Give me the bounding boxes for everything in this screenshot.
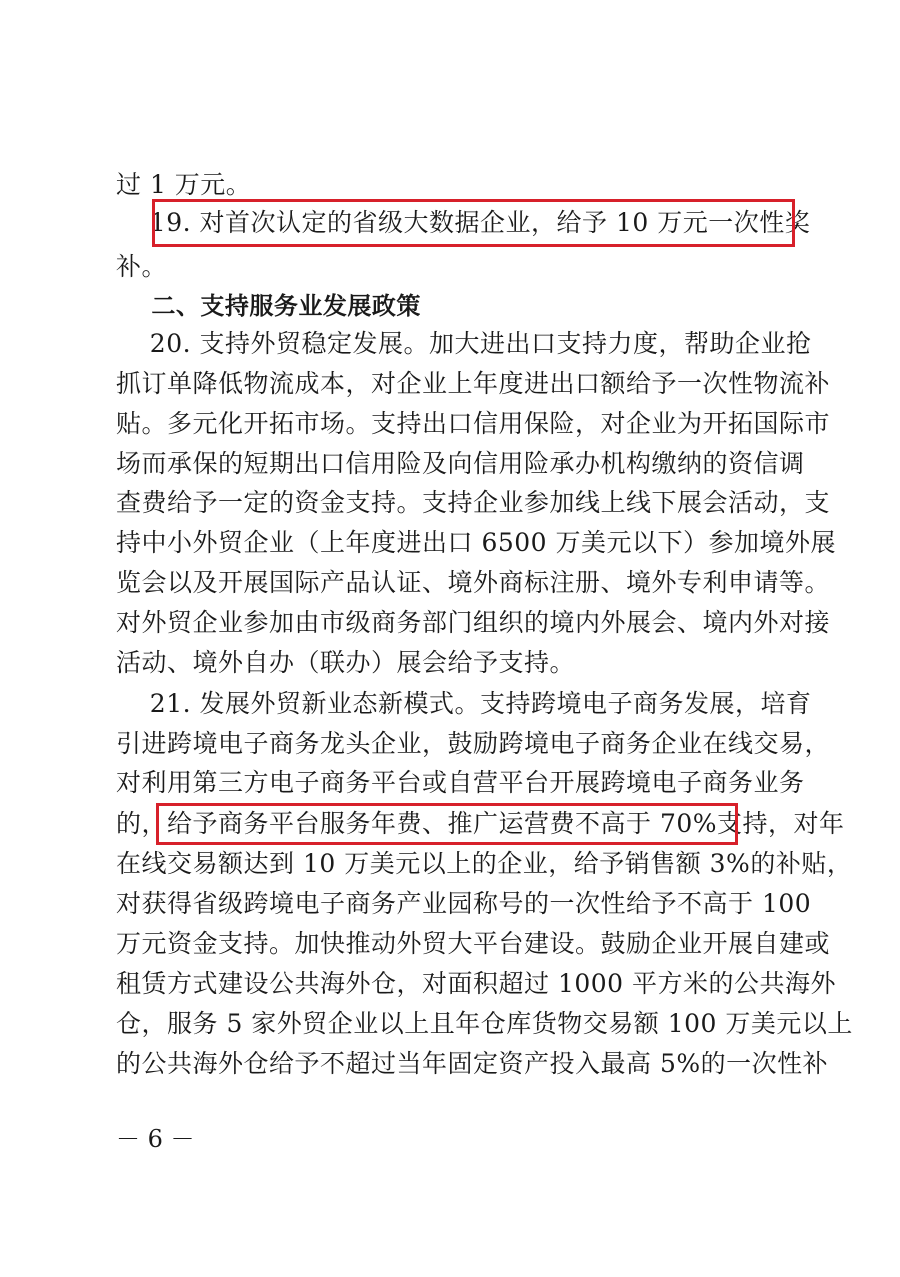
text-line: 活动、境外自办（联办）展会给予支持。 [116, 648, 576, 677]
text-line: 引进跨境电子商务龙头企业，鼓励跨境电子商务企业在线交易， [116, 729, 831, 758]
text-line: 的，给予商务平台服务年费、推广运营费不高于 70%支持，对年 [116, 809, 845, 838]
text-line: 过 1 万元。 [116, 170, 252, 199]
text-line: 抓订单降低物流成本，对企业上年度进出口额给予一次性物流补 [116, 369, 831, 398]
text-line: 在线交易额达到 10 万美元以上的企业，给予销售额 3%的补贴， [116, 849, 853, 878]
text-line: 补。 [116, 252, 168, 281]
text-line: 持中小外贸企业（上年度进出口 6500 万美元以下）参加境外展 [116, 528, 837, 557]
page-number: － 6 － [116, 1125, 195, 1153]
text-line: 场而承保的短期出口信用险及向信用险承办机构缴纳的资信调 [116, 449, 805, 478]
text-line: 贴。多元化开拓市场。支持出口信用保险，对企业为开拓国际市 [116, 409, 831, 438]
text-line: 仓，服务 5 家外贸企业以上且年仓库货物交易额 100 万美元以上 [116, 1009, 853, 1038]
text-line: 的公共海外仓给予不超过当年固定资产投入最高 5%的一次性补 [116, 1049, 829, 1078]
text-line: 查费给予一定的资金支持。支持企业参加线上线下展会活动，支 [116, 488, 831, 517]
section-heading: 二、支持服务业发展政策 [116, 292, 421, 320]
text-line: 21. 发展外贸新业态新模式。支持跨境电子商务发展，培育 [116, 689, 812, 718]
text-line: 19. 对首次认定的省级大数据企业，给予 10 万元一次性奖 [116, 208, 811, 237]
text-line: 对利用第三方电子商务平台或自营平台开展跨境电子商务业务 [116, 768, 805, 797]
text-line: 租赁方式建设公共海外仓，对面积超过 1000 平方米的公共海外 [116, 969, 837, 998]
text-line: 20. 支持外贸稳定发展。加大进出口支持力度，帮助企业抢 [116, 329, 812, 358]
text-line: 对获得省级跨境电子商务产业园称号的一次性给予不高于 100 [116, 889, 812, 918]
text-line: 万元资金支持。加快推动外贸大平台建设。鼓励企业开展自建或 [116, 929, 831, 958]
text-line: 览会以及开展国际产品认证、境外商标注册、境外专利申请等。 [116, 568, 831, 597]
highlight-box-platform-fee [156, 803, 738, 845]
highlight-box-item-19 [152, 199, 795, 247]
text-line: 对外贸企业参加由市级商务部门组织的境内外展会、境内外对接 [116, 608, 831, 637]
